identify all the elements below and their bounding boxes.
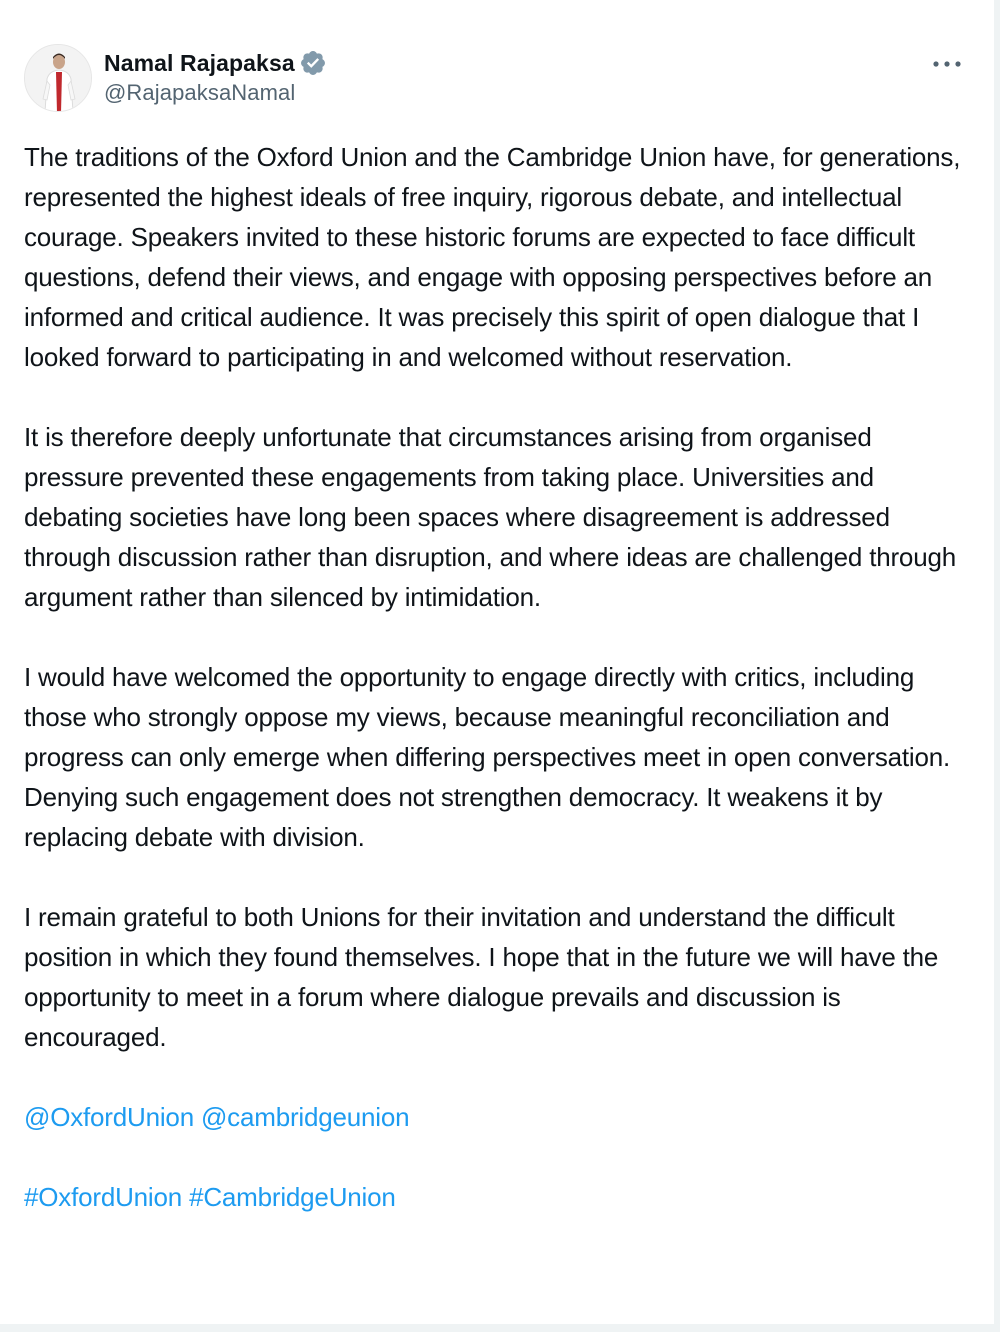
tweet-paragraph: I remain grateful to both Unions for their invitation and understand the difficult position in which they found themselves. I hope that in the future we will have the opportunity to meet in a forum where dialogue prevails and discussion is encouraged. — [24, 902, 939, 1052]
author-handle[interactable]: @RajapaksaNamal — [104, 80, 296, 105]
hashtag-link-oxford[interactable]: #OxfordUnion — [24, 1182, 183, 1212]
author-block — [104, 48, 327, 106]
tweet-paragraph: It is therefore deeply unfortunate that circumstances arising from organised pressure prevented these engagements from taking place. Universities and debating societies have long been spaces where disagreement is addressed through discussion rather than disruption, and where ideas are challenged through argument rather than silenced by intimidation. — [24, 422, 956, 612]
mention-link-oxford[interactable]: @OxfordUnion — [24, 1102, 194, 1132]
display-name-row — [104, 48, 327, 78]
more-options-button[interactable] — [930, 50, 964, 78]
verified-badge-icon — [299, 49, 327, 77]
hashtag-link-cambridge[interactable]: #CambridgeUnion — [189, 1182, 396, 1212]
card-edge — [994, 0, 1000, 1332]
mention-link-cambridge[interactable]: @cambridgeunion — [200, 1102, 410, 1132]
mentions-row — [24, 1097, 974, 1137]
tweet-header — [24, 44, 974, 114]
display-name[interactable]: Namal Rajapaksa — [104, 49, 295, 76]
tweet-text — [24, 137, 974, 1257]
ellipsis-icon — [932, 60, 962, 68]
profile-photo-icon — [25, 45, 92, 112]
hashtags-row — [24, 1177, 974, 1217]
tweet-paragraph: The traditions of the Oxford Union and the Cambridge Union have, for generations, represented the highest ideals of free inquiry, rigorous debate, and intellectual courage. Speakers invited to these historic forums are expected to face difficult questions, defend their views, and engage with opposing perspectives before an informed and critical audience. It was precisely this spirit of open dialogue that I looked forward to participating in and welcomed without reservation. — [24, 142, 961, 372]
tweet-paragraph: I would have welcomed the opportunity to engage directly with critics, including those who strongly oppose my views, because meaningful reconciliation and progress can only emerge when differing perspectives meet in open conversation. Denying such engagement does not strengthen democracy. It weakens it by replacing debate with division. — [24, 662, 951, 852]
avatar[interactable] — [24, 44, 92, 112]
card-edge-bottom — [0, 1324, 1000, 1332]
